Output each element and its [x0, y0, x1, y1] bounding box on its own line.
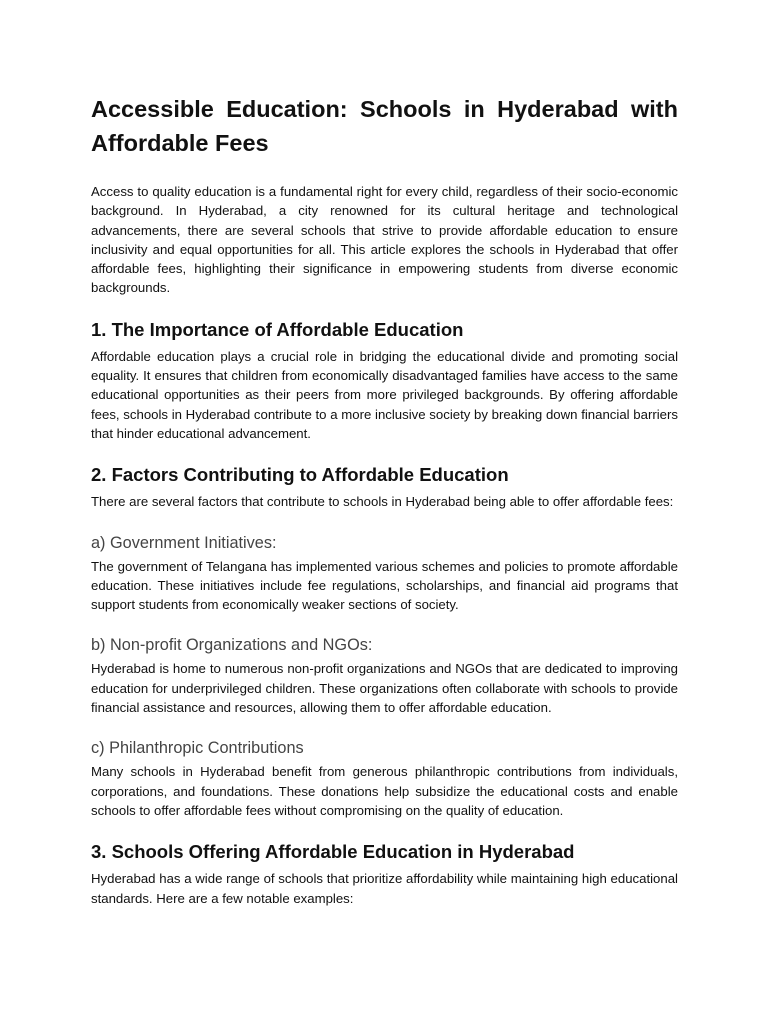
- subsection-c-heading: c) Philanthropic Contributions: [91, 739, 304, 758]
- section-2-heading: 2. Factors Contributing to Affordable Education: [91, 464, 509, 486]
- subsection-b-heading: b) Non-profit Organizations and NGOs:: [91, 636, 373, 655]
- subsection-a-heading: a) Government Initiatives:: [91, 533, 277, 552]
- section-1-paragraph: Affordable education plays a crucial role in bridging the educational divide and promoting social equality. It ensures that children from economically disadvantaged families have access to the same educational opportunities as their peers from more privileged backgrounds. By offering affordable fees, schools in Hyderabad contribute to a more inclusive society by breaking down financial barriers that hinder educational advancement.: [91, 348, 678, 441]
- section-3-heading: 3. Schools Offering Affordable Education in Hyderabad: [91, 841, 575, 863]
- page-title: Accessible Education: Schools in Hyderabad with Affordable Fees: [91, 96, 678, 156]
- section-3-paragraph: Hyderabad has a wide range of schools that prioritize affordability while maintaining high educational standards. Here are a few notable examples:: [91, 871, 678, 906]
- subsection-c-paragraph: Many schools in Hyderabad benefit from generous philanthropic contributions from individuals, corporations, and foundations. These donations help subsidize the educational costs and enable schools to offer affordable fees without compromising on the quality of education.: [91, 764, 678, 818]
- section-1-heading: 1. The Importance of Affordable Education: [91, 318, 464, 340]
- intro-paragraph: Access to quality education is a fundamental right for every child, regardless of their socio-economic background. In Hyderabad, a city renowned for its cultural heritage and technological advancements, there are several schools that strive to provide affordable education to ensure inclusivity and equal opportunities for all. This article explores the schools in Hyderabad that offer affordable fees, highlighting their significance in empowering students from diverse economic backgrounds.: [91, 184, 678, 296]
- subsection-a-paragraph: The government of Telangana has implemented various schemes and policies to promote affordable education. These initiatives include fee regulations, scholarships, and financial aid programs that support students from economically weaker sections of society.: [91, 558, 678, 613]
- section-2-paragraph: There are several factors that contribute to schools in Hyderabad being able to offer affordable fees:: [91, 494, 674, 510]
- subsection-b-paragraph: Hyderabad is home to numerous non-profit organizations and NGOs that are dedicated to improving education for underprivileged children. These organizations often collaborate with schools to provide financial assistance and resources, allowing them to offer affordable education.: [91, 661, 678, 716]
